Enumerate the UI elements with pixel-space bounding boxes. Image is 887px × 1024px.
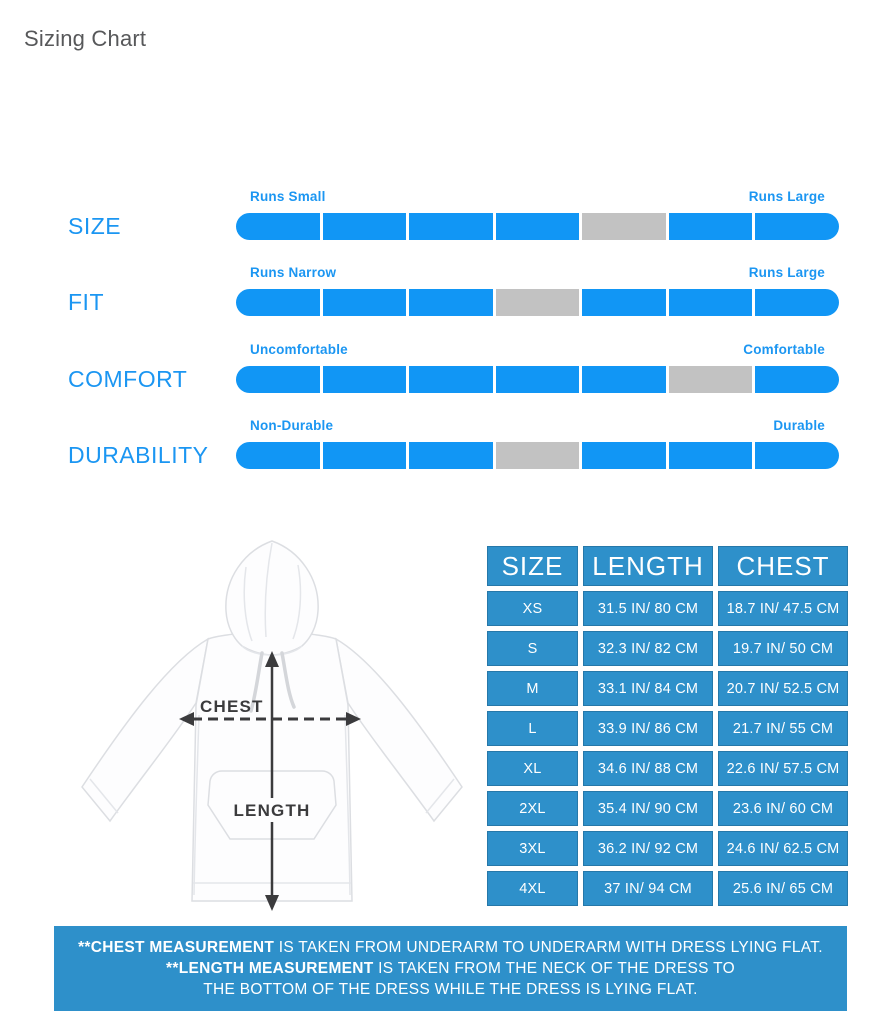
footnote-length-bold: **LENGTH MEASUREMENT <box>166 960 374 977</box>
bar-segment <box>409 289 493 316</box>
bar-segment <box>236 366 320 393</box>
table-cell: 25.6 IN/ 65 CM <box>718 871 848 906</box>
bar-segment <box>496 213 580 240</box>
table-cell: M <box>487 671 578 706</box>
rating-bar-right-label: Durable <box>773 418 825 433</box>
bar-segment <box>323 366 407 393</box>
measurement-footnote <box>54 926 847 1011</box>
rating-bar-right-label: Runs Large <box>748 189 825 204</box>
table-cell: 33.1 IN/ 84 CM <box>583 671 713 706</box>
page-title: Sizing Chart <box>24 26 147 51</box>
table-cell: 3XL <box>487 831 578 866</box>
bar-segment <box>236 289 320 316</box>
table-cell: 34.6 IN/ 88 CM <box>583 751 713 786</box>
table-header-cell: SIZE <box>487 546 578 586</box>
hoodie-measurement-diagram <box>72 533 482 927</box>
bar-segment <box>323 442 407 469</box>
table-cell: 33.9 IN/ 86 CM <box>583 711 713 746</box>
table-cell: 31.5 IN/ 80 CM <box>583 591 713 626</box>
rating-bar-left-label: Non-Durable <box>250 418 334 433</box>
rating-bar-track <box>236 442 839 469</box>
rating-bar-category-label: SIZE <box>68 213 122 239</box>
bar-segment <box>409 213 493 240</box>
bar-segment-indicator <box>496 442 580 469</box>
bar-segment <box>236 442 320 469</box>
bar-segment <box>755 442 839 469</box>
table-cell: 2XL <box>487 791 578 826</box>
rating-bar-category-label: FIT <box>68 289 104 315</box>
table-header-cell: CHEST <box>718 546 848 586</box>
rating-bar-row <box>0 264 887 320</box>
bar-segment <box>323 289 407 316</box>
bar-segment <box>582 442 666 469</box>
table-cell: XS <box>487 591 578 626</box>
footnote-line-2 <box>54 958 847 979</box>
hoodie-right-sleeve <box>336 639 462 821</box>
rating-bar-row <box>0 188 887 244</box>
rating-bar-category-label: COMFORT <box>68 366 188 392</box>
bar-segment-indicator <box>582 213 666 240</box>
footnote-length-rest-2: THE BOTTOM OF THE DRESS WHILE THE DRESS IS LYING FLAT. <box>203 981 698 998</box>
table-cell: 4XL <box>487 871 578 906</box>
table-cell: 23.6 IN/ 60 CM <box>718 791 848 826</box>
rating-bar-track <box>236 289 839 316</box>
footnote-line-3 <box>54 979 847 1000</box>
footnote-length-rest: IS TAKEN FROM THE NECK OF THE DRESS TO <box>373 960 735 977</box>
bar-segment <box>582 289 666 316</box>
rating-bar-category-label: DURABILITY <box>68 442 209 468</box>
bar-segment <box>409 442 493 469</box>
table-header-cell: LENGTH <box>583 546 713 586</box>
table-cell: 19.7 IN/ 50 CM <box>718 631 848 666</box>
footnote-line-1 <box>54 937 847 958</box>
bar-segment-indicator <box>669 366 753 393</box>
table-cell: 18.7 IN/ 47.5 CM <box>718 591 848 626</box>
bar-segment <box>409 366 493 393</box>
footnote-chest-rest: IS TAKEN FROM UNDERARM TO UNDERARM WITH DRESS LYING FLAT. <box>274 939 823 956</box>
footnote-chest-bold: **CHEST MEASUREMENT <box>78 939 275 956</box>
rating-bar-row <box>0 417 887 473</box>
table-cell: 20.7 IN/ 52.5 CM <box>718 671 848 706</box>
table-cell: L <box>487 711 578 746</box>
bar-segment <box>755 289 839 316</box>
bar-segment <box>669 442 753 469</box>
table-cell: 32.3 IN/ 82 CM <box>583 631 713 666</box>
table-cell: S <box>487 631 578 666</box>
rating-bar-row <box>0 341 887 397</box>
bar-segment-indicator <box>496 289 580 316</box>
rating-bar-track <box>236 366 839 393</box>
table-cell: 21.7 IN/ 55 CM <box>718 711 848 746</box>
length-arrow-down-icon <box>265 895 279 911</box>
bar-segment <box>755 213 839 240</box>
bar-segment <box>669 289 753 316</box>
rating-bar-track <box>236 213 839 240</box>
bar-segment <box>236 213 320 240</box>
rating-bar-left-label: Uncomfortable <box>250 342 348 357</box>
table-cell: 36.2 IN/ 92 CM <box>583 831 713 866</box>
hoodie-hood <box>226 541 318 655</box>
table-cell: 37 IN/ 94 CM <box>583 871 713 906</box>
bar-segment <box>496 366 580 393</box>
rating-bar-left-label: Runs Small <box>250 189 326 204</box>
bar-segment <box>755 366 839 393</box>
rating-bar-right-label: Runs Large <box>748 265 825 280</box>
size-table <box>487 546 848 906</box>
table-cell: 35.4 IN/ 90 CM <box>583 791 713 826</box>
bar-segment <box>669 213 753 240</box>
hoodie-left-sleeve <box>82 639 208 821</box>
table-cell: XL <box>487 751 578 786</box>
length-label: LENGTH <box>233 801 311 820</box>
table-cell: 24.6 IN/ 62.5 CM <box>718 831 848 866</box>
chest-label: CHEST <box>200 697 264 716</box>
rating-bar-left-label: Runs Narrow <box>250 265 337 280</box>
bar-segment <box>323 213 407 240</box>
rating-bar-right-label: Comfortable <box>743 342 825 357</box>
table-cell: 22.6 IN/ 57.5 CM <box>718 751 848 786</box>
bar-segment <box>582 366 666 393</box>
